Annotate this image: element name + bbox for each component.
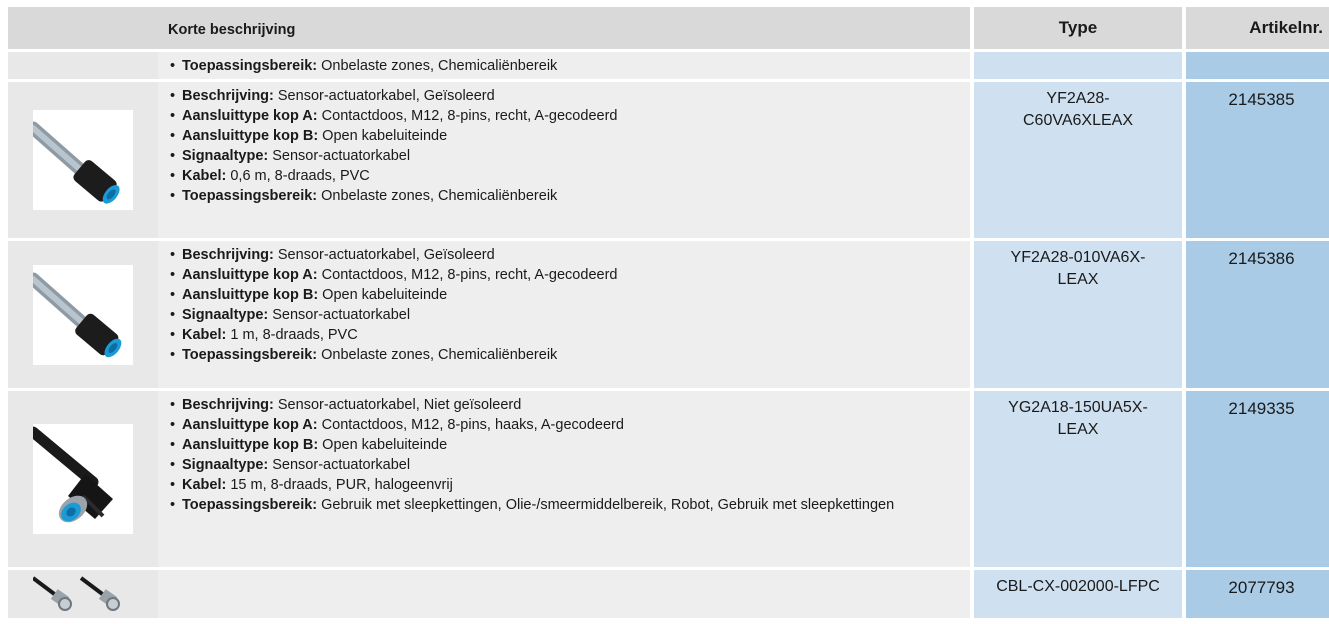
type-text: CBL-CX-002000-LFPC bbox=[996, 578, 1160, 595]
bullet-item bbox=[182, 325, 960, 345]
bullet-item bbox=[182, 435, 960, 455]
bullet-item bbox=[182, 265, 960, 285]
bullet-key: Aansluittype kop B: bbox=[182, 437, 319, 453]
bullet-item bbox=[182, 186, 960, 206]
bullet-key: Aansluittype kop B: bbox=[182, 128, 319, 144]
type-cell bbox=[974, 567, 1182, 618]
bullet-key: Toepassingsbereik: bbox=[182, 58, 318, 74]
bullet-item bbox=[182, 495, 960, 515]
bullet-item bbox=[182, 285, 960, 305]
bullet-value: 0,6 m, 8-draads, PVC bbox=[226, 168, 370, 184]
bullet-value: Sensor-actuatorkabel, Niet geïsoleerd bbox=[273, 397, 522, 413]
product-image bbox=[8, 388, 158, 567]
bullet-item bbox=[182, 305, 960, 325]
bullet-value: Open kabeluiteinde bbox=[318, 437, 448, 453]
bullet-key: Signaaltype: bbox=[182, 148, 269, 164]
description-cell bbox=[158, 79, 970, 238]
header-description: Korte beschrijving bbox=[158, 7, 970, 49]
coax-cable-icon bbox=[33, 574, 133, 614]
type-text: C60VA6XLEAX bbox=[1023, 112, 1133, 129]
article-cell: 2149335 bbox=[1186, 388, 1329, 567]
bullet-key: Signaaltype: bbox=[182, 307, 269, 323]
bullet-value: Sensor-actuatorkabel, Geïsoleerd bbox=[273, 247, 495, 263]
type-cell bbox=[974, 79, 1182, 238]
bullet-value: Sensor-actuatorkabel bbox=[268, 148, 411, 164]
bullet-item bbox=[182, 455, 960, 475]
bullet-value: Sensor-actuatorkabel bbox=[268, 457, 411, 473]
bullet-item bbox=[182, 86, 960, 106]
bullet-key: Toepassingsbereik: bbox=[182, 347, 318, 363]
bullet-key: Toepassingsbereik: bbox=[182, 188, 318, 204]
bullet-value: Onbelaste zones, Chemicaliënbereik bbox=[317, 58, 558, 74]
product-image bbox=[8, 79, 158, 238]
bullet-item bbox=[182, 126, 960, 146]
bullet-value: Open kabeluiteinde bbox=[318, 128, 448, 144]
bullet-item bbox=[182, 166, 960, 186]
bullet-key: Aansluittype kop A: bbox=[182, 108, 318, 124]
bullet-key: Kabel: bbox=[182, 477, 227, 493]
header-type: Type bbox=[974, 7, 1182, 49]
type-cell bbox=[974, 388, 1182, 567]
bullet-value: Gebruik met sleepkettingen, Olie-/smeermiddelbereik, Robot, Gebruik met sleepkettingen bbox=[317, 497, 895, 513]
article-cell: 2145385 bbox=[1186, 79, 1329, 238]
bullet-value: Onbelaste zones, Chemicaliënbereik bbox=[317, 347, 558, 363]
bullet-key: Signaaltype: bbox=[182, 457, 269, 473]
type-text: YG2A18-150UA5X- bbox=[1008, 399, 1148, 416]
bullet-value: Open kabeluiteinde bbox=[318, 287, 448, 303]
product-table bbox=[8, 7, 1329, 618]
bullet-item bbox=[182, 475, 960, 495]
type-text: LEAX bbox=[1057, 271, 1099, 288]
cable-straight-icon bbox=[33, 265, 133, 365]
bullet-key: Beschrijving: bbox=[182, 247, 274, 263]
article-cell: 2077793 bbox=[1186, 567, 1329, 618]
bullet-value: 15 m, 8-draads, PUR, halogeenvrij bbox=[226, 477, 453, 493]
bullet-list bbox=[168, 56, 960, 76]
bullet-item bbox=[182, 245, 960, 265]
bullet-item bbox=[182, 395, 960, 415]
bullet-list bbox=[168, 395, 960, 515]
type-text: YF2A28- bbox=[1046, 90, 1110, 107]
bullet-key: Aansluittype kop A: bbox=[182, 417, 318, 433]
bullet-key: Beschrijving: bbox=[182, 88, 274, 104]
bullet-key: Toepassingsbereik: bbox=[182, 497, 318, 513]
bullet-list bbox=[168, 245, 960, 365]
description-cell bbox=[158, 238, 970, 388]
image-cell bbox=[8, 49, 158, 79]
bullet-item bbox=[182, 415, 960, 435]
cable-straight-icon bbox=[33, 110, 133, 210]
cable-angled-icon bbox=[33, 424, 133, 534]
article-cell: 2145386 bbox=[1186, 238, 1329, 388]
header-image-cell bbox=[8, 7, 158, 49]
bullet-value: Sensor-actuatorkabel bbox=[268, 307, 411, 323]
type-text: LEAX bbox=[1057, 421, 1099, 438]
bullet-value: Contactdoos, M12, 8-pins, recht, A-gecodeerd bbox=[317, 267, 618, 283]
type-cell bbox=[974, 49, 1182, 79]
bullet-key: Kabel: bbox=[182, 168, 227, 184]
bullet-item bbox=[182, 345, 960, 365]
bullet-item bbox=[182, 106, 960, 126]
description-cell bbox=[158, 567, 970, 618]
product-image bbox=[8, 238, 158, 388]
type-cell bbox=[974, 238, 1182, 388]
type-text: YF2A28-010VA6X- bbox=[1010, 249, 1146, 266]
description-cell bbox=[158, 388, 970, 567]
bullet-list bbox=[168, 86, 960, 206]
article-cell bbox=[1186, 49, 1329, 79]
product-image bbox=[8, 567, 158, 618]
bullet-key: Aansluittype kop A: bbox=[182, 267, 318, 283]
bullet-value: Contactdoos, M12, 8-pins, haaks, A-gecodeerd bbox=[317, 417, 624, 433]
bullet-item bbox=[182, 56, 960, 76]
header-article: Artikelnr. bbox=[1186, 7, 1329, 49]
bullet-value: Contactdoos, M12, 8-pins, recht, A-gecodeerd bbox=[317, 108, 618, 124]
bullet-value: Sensor-actuatorkabel, Geïsoleerd bbox=[273, 88, 495, 104]
bullet-key: Aansluittype kop B: bbox=[182, 287, 319, 303]
bullet-value: 1 m, 8-draads, PVC bbox=[226, 327, 358, 343]
description-cell bbox=[158, 49, 970, 79]
bullet-key: Kabel: bbox=[182, 327, 227, 343]
bullet-value: Onbelaste zones, Chemicaliënbereik bbox=[317, 188, 558, 204]
bullet-item bbox=[182, 146, 960, 166]
bullet-key: Beschrijving: bbox=[182, 397, 274, 413]
